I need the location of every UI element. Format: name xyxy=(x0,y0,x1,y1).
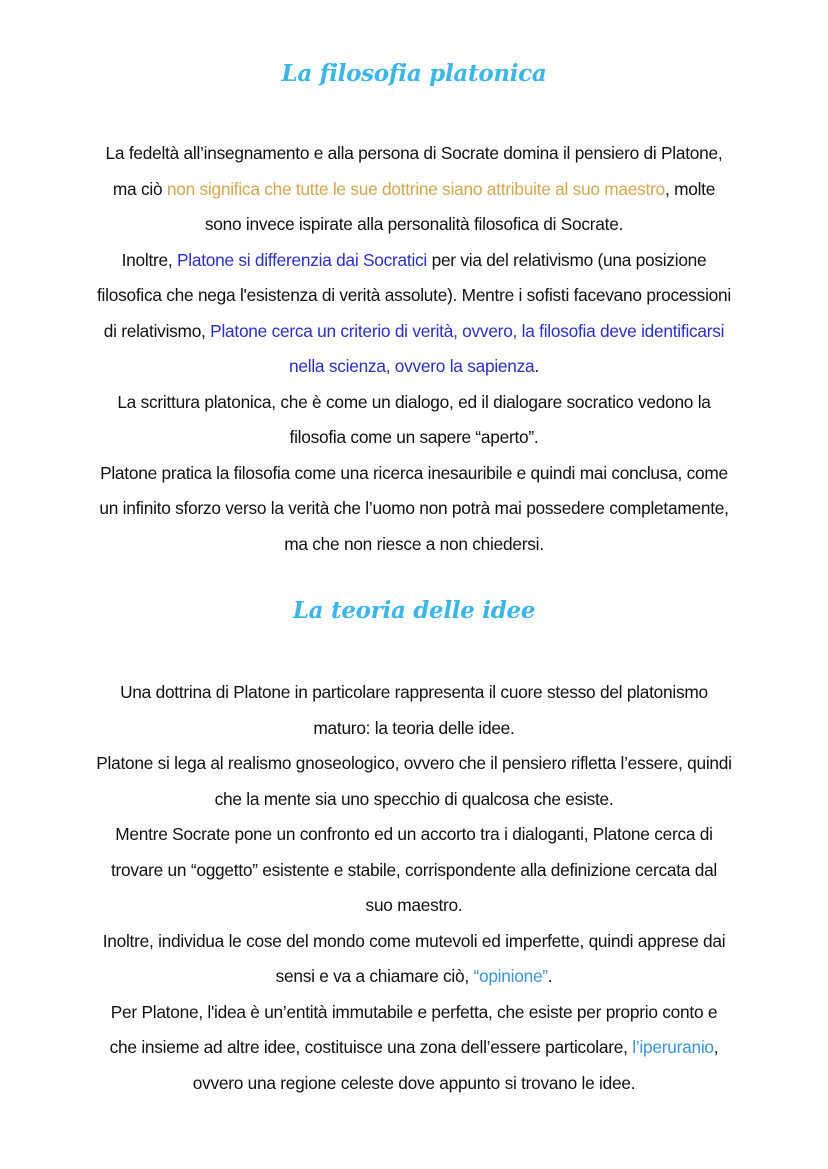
text-span: Inoltre, xyxy=(121,249,177,270)
section-title-teoria-delle-idee: La teoria delle idee xyxy=(292,597,536,624)
text-span: Inoltre, individua le cose del mondo come mutevoli ed imperfette, quindi apprese dai sensi e va a chiamare ciò, xyxy=(102,930,726,986)
highlight-text: Platone si differenzia dai Socratici xyxy=(176,249,428,270)
text-span: Per Platone, l'idea è un’entità immutabile e perfetta, che esiste per proprio conto e che insieme ad altre idee, costituisce una zona dell’essere particolare, xyxy=(109,1001,718,1057)
paragraph: Una dottrina di Platone in particolare rappresenta il cuore stesso del platonismo maturo: la teoria delle idee. xyxy=(120,682,708,738)
section-title-filosofia-platonica: La filosofia platonica xyxy=(281,60,547,87)
paragraph xyxy=(96,136,732,243)
paragraph xyxy=(96,995,732,1102)
highlight-text: l’iperuranio xyxy=(632,1037,714,1057)
highlight-text: Platone cerca un criterio di verità, ovvero, la filosofia deve identificarsi nella scienza, ovvero la sapienza xyxy=(210,320,725,376)
text-span: . xyxy=(534,356,539,376)
text-span: , molte sono invece ispirate alla personalità filosofica di Socrate. xyxy=(204,178,716,234)
text-span: . xyxy=(547,966,553,986)
text-span: La fedeltà all’insegnamento e alla persona di Socrate domina il pensiero di Platone, ma ciò xyxy=(105,143,723,199)
section-filosofia-platonica xyxy=(96,136,732,562)
highlight-text: non significa che tutte le sue dottrine siano attribuite al suo maestro xyxy=(166,178,665,199)
paragraph: Platone si lega al realismo gnoseologico, ovvero che il pensiero rifletta l’essere, quindi che la mente sia uno specchio di qualcosa che esiste. xyxy=(96,753,732,809)
paragraph: Platone pratica la filosofia come una ricerca inesauribile e quindi mai conclusa, come un infinito sforzo verso la verità che l’uomo non potrà mai possedere completamente, ma che non riesce a non chiedersi. xyxy=(99,462,729,554)
paragraph xyxy=(96,243,732,385)
text-span: per via del relativismo (una posizione filosofica che nega l'esistenza di verità assolute). Mentre i sofisti facevano processioni di relativismo, xyxy=(97,249,731,341)
section-teoria-delle-idee xyxy=(96,675,732,1101)
paragraph: Mentre Socrate pone un confronto ed un accorto tra i dialoganti, Platone cerca di trovare un “oggetto” esistente e stabile, corrispondente alla definizione cercata dal suo maestro. xyxy=(110,824,718,915)
highlight-text: “opinione” xyxy=(473,966,548,986)
paragraph: La scrittura platonica, che è come un dialogo, ed il dialogare socratico vedono la filosofia come un sapere “aperto”. xyxy=(117,391,711,447)
paragraph xyxy=(96,924,732,995)
text-span: , ovvero una regione celeste dove appunto si trovano le idee. xyxy=(192,1037,719,1093)
